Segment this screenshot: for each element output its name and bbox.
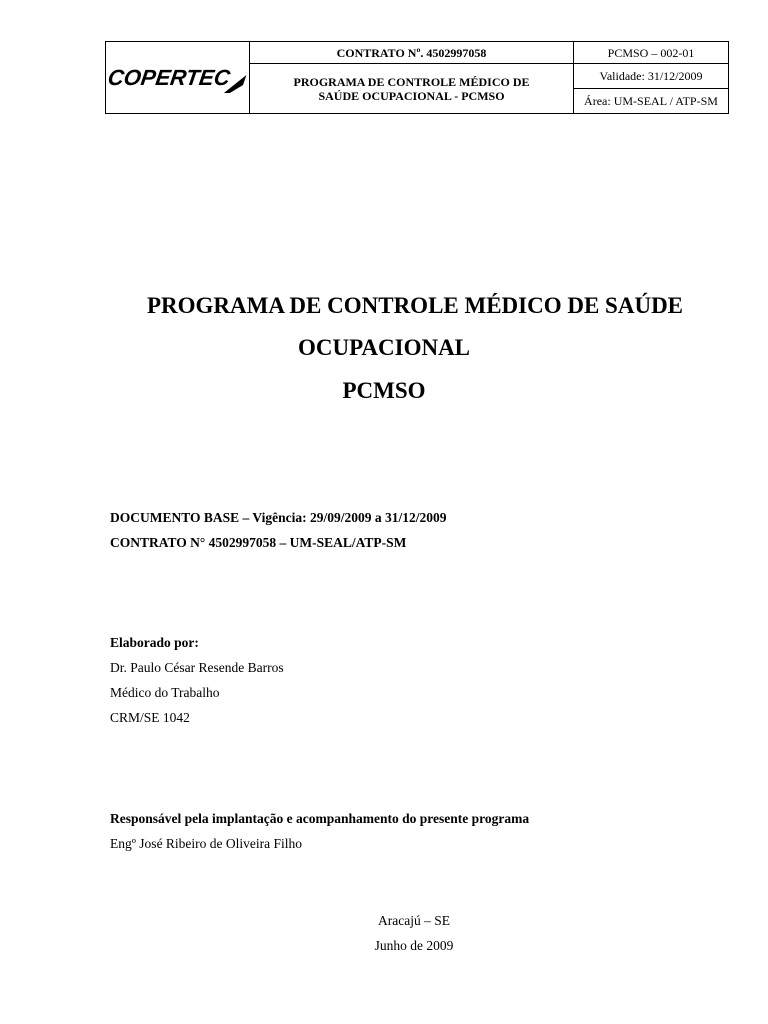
document-header-table bbox=[105, 41, 729, 114]
footer-section bbox=[0, 908, 768, 958]
logo-swoosh-icon bbox=[221, 73, 248, 95]
responsavel-name: Engº José Ribeiro de Oliveira Filho bbox=[110, 836, 303, 851]
title-line1: PROGRAMA DE CONTROLE MÉDICO DE SAÚDE bbox=[146, 293, 684, 318]
programa-cell bbox=[250, 64, 574, 114]
codigo-cell: PCMSO – 002-01 bbox=[574, 42, 729, 64]
footer-date: Junho de 2009 bbox=[374, 938, 454, 953]
documento-base-section bbox=[110, 505, 447, 555]
validade-cell: Validade: 31/12/2009 bbox=[574, 64, 729, 89]
elaborado-section bbox=[110, 630, 284, 730]
title-line2: OCUPACIONAL bbox=[297, 335, 471, 360]
area-cell: Área: UM-SEAL / ATP-SM bbox=[574, 89, 729, 114]
copertec-logo: COPERTEC bbox=[107, 71, 249, 85]
title-line3: PCMSO bbox=[342, 378, 426, 403]
contrato-cell: CONTRATO Nº. 4502997058 bbox=[250, 42, 574, 64]
responsavel-section bbox=[110, 806, 529, 856]
contrato-text: CONTRATO N° 4502997058 – UM-SEAL/ATP-SM bbox=[110, 535, 407, 550]
logo-cell bbox=[106, 42, 250, 114]
footer-city: Aracajú – SE bbox=[378, 913, 450, 928]
vigencia-text: DOCUMENTO BASE – Vigência: 29/09/2009 a 31/12/2009 bbox=[110, 510, 447, 525]
programa-line1: PROGRAMA DE CONTROLE MÉDICO DE bbox=[293, 74, 530, 89]
responsavel-label: Responsável pela implantação e acompanhamento do presente programa bbox=[110, 811, 530, 826]
programa-line2: SAÚDE OCUPACIONAL - PCMSO bbox=[318, 88, 505, 103]
elaborado-name: Dr. Paulo César Resende Barros bbox=[110, 660, 284, 675]
elaborado-role: Médico do Trabalho bbox=[110, 685, 220, 700]
elaborado-crm: CRM/SE 1042 bbox=[110, 710, 190, 725]
elaborado-label: Elaborado por: bbox=[110, 635, 199, 650]
